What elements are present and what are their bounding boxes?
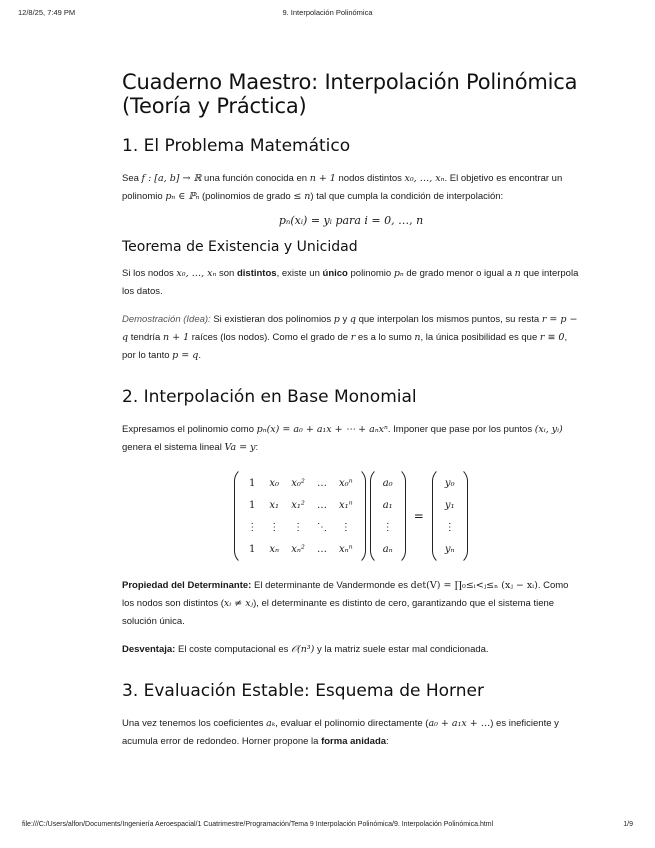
vandermonde-system: [122, 467, 580, 565]
text: y: [339, 314, 350, 325]
text: de grado menor o igual a: [403, 268, 515, 279]
matrix-cell: y₁: [444, 499, 455, 511]
formula: q: [349, 314, 356, 325]
formula: Va = y: [224, 442, 256, 453]
text: :: [255, 442, 259, 453]
text: nodos distintos: [335, 173, 405, 184]
formula: ≤ n: [293, 191, 311, 202]
text: , por lo tanto: [122, 332, 568, 361]
file-path: file:///C:/Users/alfon/Documents/Ingeniería Aeroespacial/1 Cuatrimestre/Programación/Tema 9 Interpolación Polinómica/9. Interpolación Polinómica.html: [22, 821, 494, 828]
formula: 𝒪(n³): [291, 644, 315, 655]
matrix-cell: …: [316, 543, 327, 555]
text: Sea: [122, 173, 142, 184]
matrix-cell: a₁: [382, 499, 393, 511]
matrix-row: [241, 516, 358, 538]
matrix-cell: xₙ²: [291, 543, 305, 555]
matrix-cell: aₙ: [382, 543, 393, 555]
coefficient-vector: [370, 467, 406, 565]
vandermonde-matrix: [234, 467, 365, 565]
document-body: [122, 70, 580, 761]
text: polinomio: [347, 268, 394, 279]
bold-text: único: [322, 268, 348, 279]
text: Si existieran dos polinomios: [210, 314, 334, 325]
coefficient-vector-table: [377, 472, 399, 560]
formula: r: [350, 332, 356, 343]
text: y la matriz suele estar mal condicionada.: [314, 644, 489, 655]
formula: det(V) = ∏₀≤ᵢ<ⱼ≤ₙ (xⱼ − xᵢ): [410, 580, 538, 591]
formula: x₀, …, xₙ: [404, 173, 445, 184]
section-3-paragraph: [122, 715, 580, 751]
page-number: 1/9: [623, 821, 633, 828]
print-title: 9. Interpolación Polinómica: [282, 8, 373, 17]
matrix-row: [439, 494, 461, 516]
matrix-cell: 1: [249, 543, 256, 555]
interpolation-condition-formula: pₙ(xᵢ) = yᵢ para i = 0, …, n: [278, 214, 424, 227]
matrix-cell: x₁ⁿ: [338, 499, 353, 511]
formula: r ≡ 0: [539, 332, 565, 343]
text: . Imponer que pase por los puntos: [387, 424, 535, 435]
bold-label: Propiedad del Determinante:: [122, 580, 252, 591]
text: Si los nodos: [122, 268, 177, 279]
matrix-cell: x₁: [269, 499, 280, 511]
section-1-paragraph: [122, 170, 580, 206]
matrix-row: [439, 516, 461, 538]
matrix-row: [241, 472, 358, 494]
formula: n: [514, 268, 521, 279]
text: ) tal que cumpla la condición de interpolación:: [310, 191, 504, 202]
text: Expresamos el polinomio como: [122, 424, 257, 435]
text: El coste computacional es: [175, 644, 291, 655]
bold-label: Desventaja:: [122, 644, 176, 655]
text: una función conocida en: [201, 173, 310, 184]
print-datetime: 12/8/25, 7:49 PM: [18, 8, 76, 17]
matrix-cell: …: [316, 499, 327, 511]
matrix-cell: 1: [249, 477, 256, 489]
text: que interpolan los mismos puntos, su resta: [355, 314, 542, 325]
formula: pₙ(x) = a₀ + a₁x + ⋯ + aₙxⁿ: [256, 424, 388, 435]
formula: aₖ: [266, 718, 276, 729]
determinant-paragraph: [122, 577, 580, 631]
proof-paragraph: [122, 311, 580, 365]
matrix-row: [439, 538, 461, 560]
section-1-heading: 1. El Problema Matemático: [122, 136, 351, 156]
y-vector-table: [439, 472, 461, 560]
matrix-cell: x₀²: [291, 477, 305, 489]
bold-text: forma anidada: [321, 736, 387, 747]
matrix-cell: 1: [249, 499, 256, 511]
equals-sign: =: [413, 509, 424, 523]
formula: f : [a, b] → ℝ: [141, 173, 202, 184]
text: raíces (los nodos). Como el grado de: [189, 332, 351, 343]
formula: xᵢ ≠ xⱼ: [223, 598, 254, 609]
matrix-cell: a₀: [382, 477, 393, 489]
matrix-cell: xₙⁿ: [338, 543, 353, 555]
matrix-cell: yₙ: [444, 543, 455, 555]
formula: (xᵢ, yᵢ): [534, 424, 563, 435]
section-2-heading: 2. Interpolación en Base Monomial: [122, 387, 417, 407]
bold-text: distintos: [236, 268, 277, 279]
text: que interpola los datos.: [122, 268, 579, 297]
matrix-row: [241, 538, 358, 560]
text: . Como los nodos son distintos (: [122, 580, 569, 609]
matrix-cell: ⋱: [316, 521, 327, 533]
formula: pₙ ∈ ℙₙ: [165, 191, 200, 202]
formula: n: [414, 332, 421, 343]
matrix-row: [377, 494, 399, 516]
text: , evaluar el polinomio directamente (: [275, 718, 429, 729]
text: , existe un: [276, 268, 323, 279]
matrix-row: [439, 472, 461, 494]
theorem-paragraph: [122, 265, 580, 301]
text: son: [216, 268, 237, 279]
text: . El objetivo es encontrar un polinomio: [122, 173, 563, 202]
text: El determinante de Vandermonde es: [251, 580, 411, 591]
matrix-cell: xₙ: [269, 543, 280, 555]
matrix-cell: …: [316, 477, 327, 489]
matrix-cell: x₁²: [291, 499, 305, 511]
text: ), el determinante es distinto de cero, garantizando que el sistema tiene solución única.: [122, 598, 555, 627]
text: .: [198, 350, 201, 361]
matrix-cell: ⋮: [340, 521, 351, 533]
text: ) es ineficiente y acumula error de redondeo. Horner propone la: [122, 718, 559, 747]
formula: p = q: [172, 350, 199, 361]
matrix-row: [377, 538, 399, 560]
section-2-paragraph: [122, 421, 580, 457]
matrix-row: [377, 516, 399, 538]
formula: x₀, …, xₙ: [176, 268, 217, 279]
formula: n + 1: [309, 173, 336, 184]
proof-label: Demostración (Idea):: [122, 314, 211, 325]
formula: pₙ: [393, 268, 404, 279]
matrix-cell: ⋮: [269, 521, 280, 533]
matrix-cell: ⋮: [247, 521, 258, 533]
formula: a₀ + a₁x + …: [428, 718, 491, 729]
matrix-row: [377, 472, 399, 494]
text: , la única posibilidad es que: [420, 332, 540, 343]
vandermonde-matrix-table: [241, 472, 358, 560]
matrix-cell: y₀: [444, 477, 455, 489]
text: Una vez tenemos los coeficientes: [122, 718, 267, 729]
section-3-heading: 3. Evaluación Estable: Esquema de Horner: [122, 681, 484, 701]
matrix-cell: x₀ⁿ: [338, 477, 353, 489]
print-footer: [22, 821, 633, 828]
text: :: [386, 736, 389, 747]
text: es a lo sumo: [355, 332, 415, 343]
formula: p: [333, 314, 340, 325]
formula: n + 1: [162, 332, 190, 343]
formula: r = p − q: [122, 314, 578, 343]
text: genera el sistema lineal: [122, 442, 225, 453]
matrix-row: [241, 494, 358, 516]
theorem-heading: Teorema de Existencia y Unicidad: [122, 239, 358, 255]
matrix-cell: x₀: [269, 477, 280, 489]
matrix-cell: ⋮: [382, 521, 393, 533]
matrix-cell: ⋮: [293, 521, 304, 533]
text: tendría: [128, 332, 163, 343]
disadvantage-paragraph: [122, 641, 580, 659]
text: (polinomios de grado: [199, 191, 294, 202]
y-vector: [432, 467, 468, 565]
matrix-cell: ⋮: [444, 521, 455, 533]
document-title: Cuaderno Maestro: Interpolación Polinómica (Teoría y Práctica): [122, 70, 578, 118]
